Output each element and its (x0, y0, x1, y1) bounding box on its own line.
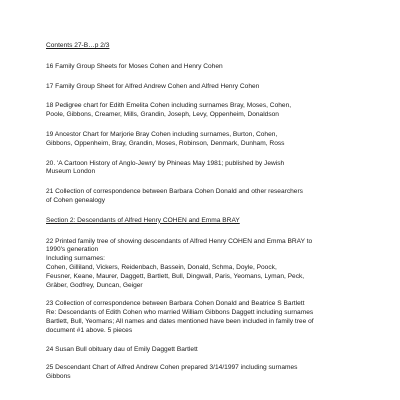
entry-line: 1990's generation (46, 246, 99, 254)
document-content (46, 42, 364, 392)
entry-line: Re: Descendants of Edith Cohen who married William Gibbons Daggett including surnames (46, 309, 314, 317)
entry-line: Cohen, Gilliland, Vickers, Reidenbach, Bassein, Donald, Schma, Doyle, Poock, (46, 263, 277, 271)
entry-line: 23 Collection of correspondence between Barbara Cohen Donald and Beatrice S Bartlett (46, 300, 305, 308)
entry-line: 16 Family Group Sheets for Moses Cohen and Henry Cohen (46, 62, 223, 70)
entry-line: Feusner, Keane, Maurer, Daggett, Bartlett, Bull, Dingwall, Paris, Yeomans, Lyman, Peck, (46, 272, 305, 280)
entry-line: 17 Family Group Sheet for Alfred Andrew Cohen and Alfred Henry Cohen (46, 82, 260, 90)
entry-22 (46, 238, 364, 291)
section-heading: Section 2: Descendants of Alfred Henry COHEN and Emma BRAY (46, 216, 240, 224)
entry-list-top (46, 63, 364, 206)
entry-line: 20. 'A Cartoon History of Anglo-Jewry' by Phineas May 1981; published by Jewish (46, 159, 285, 167)
entry-line: Including surnames: (46, 255, 106, 263)
entry-line: 19 Ancestor Chart for Marjorie Bray Cohen including surnames, Burton, Cohen, (46, 130, 278, 138)
entry-line: Gibbons (46, 373, 71, 381)
entry-17 (46, 83, 364, 92)
entry-line: of Cohen genealogy (46, 196, 106, 204)
entry-line: 21 Collection of correspondence between Barbara Cohen Donald and other researchers (46, 188, 303, 196)
entry-16 (46, 63, 364, 72)
entry-line: Poole, Gibbons, Creamer, Mills, Grandin, Joseph, Levy, Oppenheim, Donaldson (46, 111, 279, 119)
entry-24 (46, 346, 364, 355)
entry-20 (46, 160, 364, 178)
contents-heading: Contents 27-B…p 2/3 (46, 42, 110, 49)
entry-list-bottom (46, 238, 364, 382)
entry-line: Museum London (46, 168, 96, 176)
entry-21 (46, 188, 364, 206)
entry-18 (46, 102, 364, 120)
entry-line: 25 Descendant Chart of Alfred Andrew Cohen prepared 3/14/1997 including surnames (46, 364, 298, 372)
entry-19 (46, 131, 364, 149)
entry-23 (46, 300, 364, 335)
entry-line: Gibbons, Oppenheim, Bray, Grandin, Moses, Robinson, Denmark, Dunham, Ross (46, 139, 285, 147)
entry-line: Gräber, Godfrey, Duncan, Geiger (46, 281, 143, 289)
entry-line: 18 Pedigree chart for Edith Emelita Cohen including surnames Bray, Moses, Cohen, (46, 102, 292, 110)
entry-line: document #1 above. 5 pieces (46, 326, 133, 334)
entry-line: Bartlett, Bull, Yeomans; All names and dates mentioned have been included in family tree of (46, 317, 314, 325)
entry-line: 24 Susan Bull obituary dau of Emily Daggett Bartlett (46, 345, 198, 353)
entry-line: 22 Printed family tree of showing descendants of Alfred Henry COHEN and Emma BRAY to (46, 237, 313, 245)
entry-25 (46, 364, 364, 382)
